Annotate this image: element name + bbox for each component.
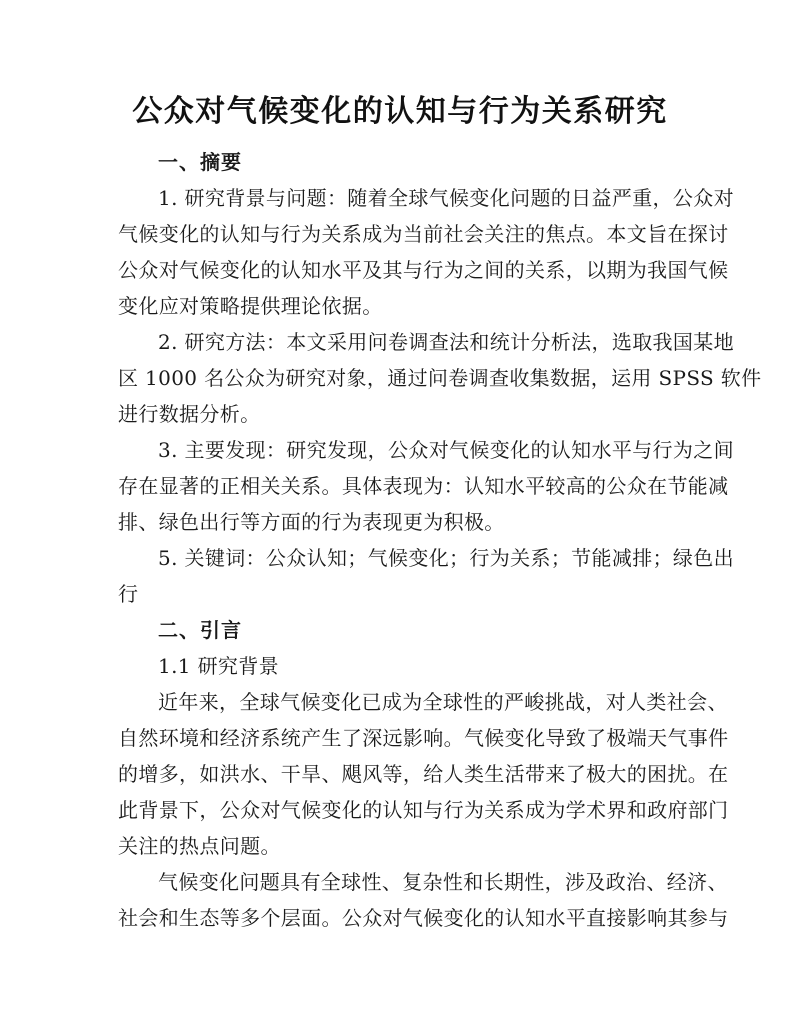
paragraph-line: 关注的热点问题。: [118, 834, 281, 858]
section-heading-introduction: 二、引言: [158, 618, 242, 642]
paragraph-line: 公众对气候变化的认知水平及其与行为之间的关系，以期为我国气候: [118, 258, 729, 282]
paragraph-line: 进行数据分析。: [118, 402, 261, 426]
subsection-heading: 1.1 研究背景: [158, 654, 279, 678]
paragraph-line: 近年来，全球气候变化已成为全球性的严峻挑战，对人类社会、: [158, 690, 728, 714]
paragraph-line: 行: [118, 582, 139, 606]
paragraph-line: 自然环境和经济系统产生了深远影响。气候变化导致了极端天气事件: [118, 726, 729, 750]
paragraph-line: 此背景下，公众对气候变化的认知与行为关系成为学术界和政府部门: [118, 798, 729, 822]
paragraph-line: 2. 研究方法：本文采用问卷调查法和统计分析法，选取我国某地: [158, 330, 734, 354]
paragraph-line: 存在显著的正相关关系。具体表现为：认知水平较高的公众在节能减: [118, 474, 729, 498]
document-title: 公众对气候变化的认知与行为关系研究: [132, 94, 668, 129]
paragraph-line: 气候变化的认知与行为关系成为当前社会关注的焦点。本文旨在探讨: [118, 222, 729, 246]
paragraph-line: 排、绿色出行等方面的行为表现更为积极。: [118, 510, 505, 534]
paragraph-line: 区 1000 名公众为研究对象，通过问卷调查收集数据，运用 SPSS 软件: [118, 366, 762, 390]
paragraph-line: 3. 主要发现：研究发现，公众对气候变化的认知水平与行为之间: [158, 438, 734, 462]
paragraph-line: 5. 关键词：公众认知；气候变化；行为关系；节能减排；绿色出: [158, 546, 734, 570]
paragraph-line: 社会和生态等多个层面。公众对气候变化的认知水平直接影响其参与: [118, 906, 729, 930]
paragraph-line: 1. 研究背景与问题：随着全球气候变化问题的日益严重，公众对: [158, 186, 734, 210]
paragraph-line: 变化应对策略提供理论依据。: [118, 294, 383, 318]
section-heading-abstract: 一、摘要: [158, 150, 242, 174]
paragraph-line: 的增多，如洪水、干旱、飓风等，给人类生活带来了极大的困扰。在: [118, 762, 729, 786]
paragraph-line: 气候变化问题具有全球性、复杂性和长期性，涉及政治、经济、: [158, 870, 728, 894]
